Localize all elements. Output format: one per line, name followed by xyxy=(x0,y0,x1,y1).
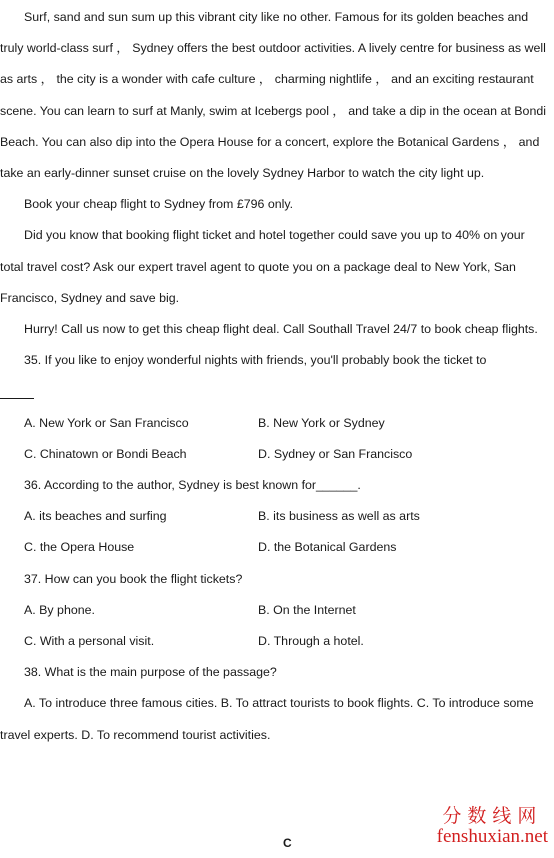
answer-blank xyxy=(0,376,546,407)
passage-paragraph-3: Did you know that booking flight ticket and hotel together could save you up to 40% on your total travel cost? Ask our expert travel agent to quote you on a package deal to New York, San Francisco, Sydney and save big. xyxy=(0,228,525,305)
option-c: C. With a personal visit. xyxy=(24,634,155,649)
question-38-stem: 38. What is the main purpose of the passage? xyxy=(24,665,277,680)
question-38-options: A. To introduce three famous cities. B. To attract tourists to book flights. C. To introduce some travel experts. D. To recommend tourist activities. xyxy=(0,696,534,742)
passage-paragraph-2: Book your cheap flight to Sydney from £796 only. xyxy=(24,197,294,212)
option-d: D. the Botanical Gardens xyxy=(258,540,397,555)
reading-passage xyxy=(0,2,546,751)
passage-paragraph-1: Surf, sand and sun sum up this vibrant city like no other. Famous for its golden beaches and truly world-class surf ， Sydney offers the best outdoor activities. A lively centre for business as well as arts ， the city is a wonder with cafe culture ， charming nightlife ， and an exciting restaurant scene. You can learn to surf at Manly, swim at Icebergs pool ， and take a dip in the ocean at Bondi Beach. You can also dip into the Opera House for a concert, explore the Botanical Gardens ， and take an early-dinner sunset cruise on the lovely Sydney Harbor to watch the city light up. xyxy=(0,10,546,181)
section-letter: C xyxy=(283,836,292,850)
option-d: D. Sydney or San Francisco xyxy=(258,446,413,461)
question-35 xyxy=(0,345,546,470)
option-c: C. Chinatown or Bondi Beach xyxy=(24,446,187,461)
option-d: D. Through a hotel. xyxy=(258,634,364,649)
watermark-logo xyxy=(437,806,548,848)
option-a: A. By phone. xyxy=(24,602,95,617)
watermark-url: fenshuxian.net xyxy=(436,825,548,847)
option-a: A. its beaches and surfing xyxy=(24,509,167,524)
option-b: B. On the Internet xyxy=(258,602,356,617)
passage-paragraph-4: Hurry! Call us now to get this cheap flight deal. Call Southall Travel 24/7 to book cheap flights. xyxy=(24,322,538,337)
watermark-chinese: 分数线网 xyxy=(442,805,543,827)
option-a: A. New York or San Francisco xyxy=(24,415,189,430)
question-38 xyxy=(0,657,546,751)
option-b: B. New York or Sydney xyxy=(258,415,385,430)
question-36-stem: 36. According to the author, Sydney is best known for______. xyxy=(24,478,361,493)
option-b: B. its business as well as arts xyxy=(258,509,420,524)
question-37 xyxy=(0,564,546,658)
question-35-stem: 35. If you like to enjoy wonderful nights with friends, you'll probably book the ticket to xyxy=(24,353,487,368)
option-c: C. the Opera House xyxy=(24,540,135,555)
question-37-stem: 37. How can you book the flight tickets? xyxy=(24,571,243,586)
question-36 xyxy=(0,470,546,564)
